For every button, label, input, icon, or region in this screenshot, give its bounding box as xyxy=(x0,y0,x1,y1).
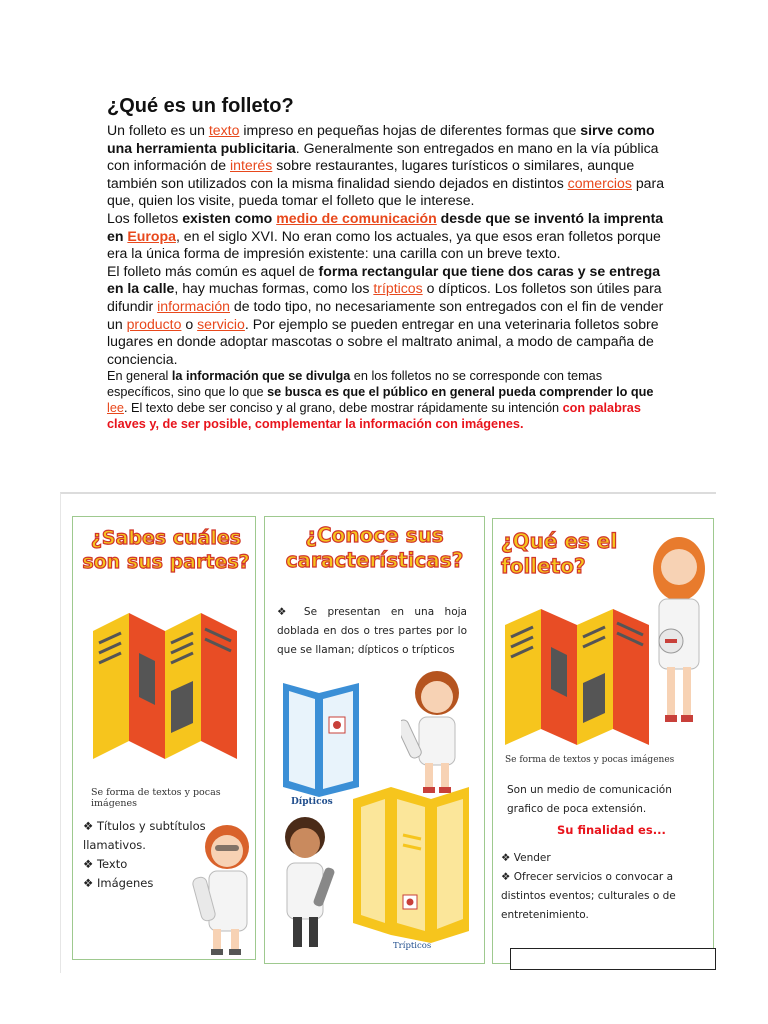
text-link[interactable]: producto xyxy=(126,315,182,332)
text-run: en los folletos no se corresponde con temas específicos, sino que lo que xyxy=(107,369,603,400)
definition-text: Son un medio de comunicación grafico de poca extensión. xyxy=(507,784,672,815)
text-run: se busca es que el público en general pueda comprender lo que xyxy=(267,385,654,400)
text-link[interactable]: servicio xyxy=(197,315,245,332)
text-run: En general xyxy=(107,369,172,384)
text-link[interactable]: Europa xyxy=(127,227,176,244)
text-link[interactable]: información xyxy=(157,297,230,314)
diamond-bullet-icon: ❖ xyxy=(83,819,97,833)
purpose-subtitle: Su finalidad es... xyxy=(557,823,666,837)
text-run: . Por ejemplo se pueden entregar en una veterinaria folletos sobre lugares en donde adoptar mascotas o sobre el maltrato animal, a modo de campaña de conciencia. xyxy=(107,315,659,367)
scientist-girl-illustration xyxy=(645,529,711,729)
text-link[interactable]: lee xyxy=(107,401,124,416)
paragraph-3 xyxy=(107,263,667,369)
text-run: El folleto más común es aquel de xyxy=(107,262,319,279)
text-run: existen como xyxy=(182,209,277,226)
text-link[interactable]: comercios xyxy=(567,174,632,191)
text-run: . El texto debe ser conciso y al grano, debe mostrar rápidamente su intención xyxy=(123,401,563,416)
diamond-bullet-icon: ❖ xyxy=(83,857,97,871)
trifold-brochure-icon xyxy=(93,601,243,761)
text-link[interactable]: medio de comunicación xyxy=(276,209,437,226)
purpose-list xyxy=(501,849,706,925)
text-run: , hay muchas formas, como los xyxy=(174,280,374,297)
text-run: o xyxy=(181,315,198,332)
list-item: ❖ Títulos y subtítulos llamativos. xyxy=(83,819,206,852)
paragraph-4 xyxy=(107,368,667,432)
panel-que-es xyxy=(492,518,714,964)
text-run: , en el siglo XVI. No eran como los actuales, ya que esos eran folletos porque era la única forma de impresión existente: una carilla con un breve texto. xyxy=(107,227,661,262)
dipticos-label: Dípticos xyxy=(291,797,333,807)
text-run: sobre restaurantes, lugares turísticos o similares, aunque también son utilizados con la misma finalidad siendo dejados en distintos xyxy=(107,157,635,191)
text-run: impreso en pequeñas hojas de diferentes formas que xyxy=(239,122,581,138)
text-run: . Generalmente son entregados en mano en la vía pública con información de xyxy=(107,139,659,174)
page-title: ¿Qué es un folleto? xyxy=(107,95,294,117)
text-link[interactable]: trípticos xyxy=(373,280,423,297)
scientist-girl-illustration xyxy=(191,817,255,957)
triptych-illustration xyxy=(351,785,471,945)
text-run: Los folletos xyxy=(107,209,183,226)
text-run: de todo tipo, no necesariamente son entregados con el fin de vender un xyxy=(107,297,664,332)
text-link[interactable]: interés xyxy=(230,157,273,174)
trifold-brochure-icon xyxy=(505,597,655,747)
list-item: ❖ Imágenes xyxy=(83,876,154,890)
list-item: ❖ Ofrecer servicios o convocar a distintos eventos; culturales o de entretenimiento. xyxy=(501,871,676,921)
text-run: la información que se divulga xyxy=(171,369,351,384)
text-run: sirve como una herramienta publicitaria xyxy=(107,122,655,156)
diamond-bullet-icon: ❖ xyxy=(277,606,304,618)
panel-title: ¿Qué es el folleto? xyxy=(501,529,618,578)
paragraph-1 xyxy=(107,122,667,210)
text-run: Un folleto es un xyxy=(107,122,209,138)
diamond-bullet-icon: ❖ xyxy=(83,876,97,890)
panel-caption: Se forma de textos y pocas imágenes xyxy=(505,755,675,765)
list-item: ❖ Vender xyxy=(501,852,551,864)
panel-caption: Se forma de textos y pocas imágenes xyxy=(91,787,221,809)
characteristics-text: ❖ Se presentan en una hoja doblada en dos o tres partes por lo que se llaman; dípticos o trípticos xyxy=(277,606,467,656)
paragraph-2 xyxy=(107,210,667,263)
diamond-bullet-icon: ❖ xyxy=(501,852,514,864)
text-run: o dípticos. Los folletos son útiles para difundir xyxy=(107,280,662,314)
text-run: desde que se inventó la imprenta en xyxy=(107,209,664,244)
text-link[interactable]: texto xyxy=(208,122,240,138)
list-item: ❖ Texto xyxy=(83,857,128,871)
scientist-girl-illustration xyxy=(401,667,475,797)
panel-partes xyxy=(72,516,256,960)
empty-text-box xyxy=(510,948,716,970)
text-run: con palabras claves y, de ser posible, complementar la información con imágenes. xyxy=(107,401,641,432)
brochure-image xyxy=(60,492,716,973)
document-body xyxy=(107,94,667,432)
text-run: forma rectangular que tiene dos caras y se entrega en la calle xyxy=(107,262,661,297)
panel-title: ¿Conoce sus características? xyxy=(285,523,464,572)
panel-title: ¿Sabes cuáles son sus partes? xyxy=(82,527,250,573)
scientist-boy-illustration xyxy=(271,807,341,957)
panel-caracteristicas xyxy=(264,516,485,964)
tripticos-label: Trípticos xyxy=(393,941,432,951)
diamond-bullet-icon: ❖ xyxy=(501,871,514,883)
text-run: para que, quien los visite, pueda tomar el folleto que le interese. xyxy=(107,174,665,209)
parts-list xyxy=(83,817,208,893)
